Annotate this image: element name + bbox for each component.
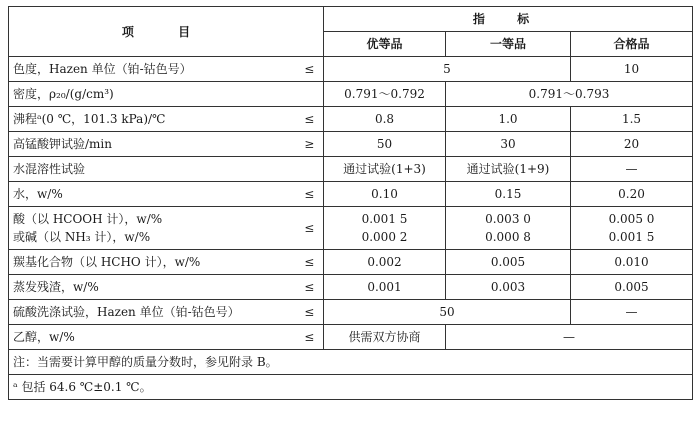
header-grade-qualified: 合格品 xyxy=(571,32,693,57)
row-item-label: 羰基化合物（以 HCHO 计），w/% xyxy=(9,250,296,275)
table-row xyxy=(9,132,693,157)
row-value-qualified: 10 xyxy=(571,57,693,82)
row-value-first: 1.0 xyxy=(446,107,571,132)
row-item-label: 密度，ρ₂₀/(g/cm³) xyxy=(9,82,324,107)
acid-value: 0.001 5 xyxy=(361,212,408,226)
row-value-merged: 50 xyxy=(324,300,571,325)
row-value-premium xyxy=(324,207,446,250)
note-row xyxy=(9,350,693,375)
row-value-qualified: — xyxy=(571,300,693,325)
row-item-label: 乙醇，w/% xyxy=(9,325,296,350)
row-value-first: 通过试验(1+9) xyxy=(446,157,571,182)
acid-value: 0.005 0 xyxy=(608,212,655,226)
base-value: 0.001 5 xyxy=(608,230,655,244)
row-operator: ≤ xyxy=(296,250,324,275)
table-row xyxy=(9,325,693,350)
row-item-label: 水混溶性试验 xyxy=(9,157,324,182)
row-value-qualified: 20 xyxy=(571,132,693,157)
header-item: 项 目 xyxy=(9,7,324,57)
base-value: 0.000 2 xyxy=(361,230,408,244)
table-row xyxy=(9,250,693,275)
row-value-first xyxy=(446,207,571,250)
row-item-label: 硫酸洗涤试验，Hazen 单位（铂-钴色号） xyxy=(9,300,296,325)
row-value-qualified: 0.20 xyxy=(571,182,693,207)
row-value-first: 0.005 xyxy=(446,250,571,275)
row-operator: ≤ xyxy=(296,325,324,350)
row-operator: ≤ xyxy=(296,182,324,207)
acid-label: 酸（以 HCOOH 计），w/% xyxy=(13,212,163,226)
header-grade-premium: 优等品 xyxy=(324,32,446,57)
row-value-first: 30 xyxy=(446,132,571,157)
table-row xyxy=(9,182,693,207)
row-item-label: 水，w/% xyxy=(9,182,296,207)
row-value-qualified: 1.5 xyxy=(571,107,693,132)
row-item-label: 沸程ᵃ(0 ℃，101.3 kPa)/℃ xyxy=(9,107,296,132)
row-operator: ≥ xyxy=(296,132,324,157)
row-item-label xyxy=(9,207,296,250)
table-row xyxy=(9,107,693,132)
row-value-qualified: — xyxy=(571,157,693,182)
table-row xyxy=(9,275,693,300)
row-value-premium: 0.10 xyxy=(324,182,446,207)
row-value-premium: 50 xyxy=(324,132,446,157)
row-value-premium: 0.001 xyxy=(324,275,446,300)
row-operator: ≤ xyxy=(296,57,324,82)
row-operator: ≤ xyxy=(296,207,324,250)
header-row-top xyxy=(9,7,693,32)
row-value-premium: 通过试验(1+3) xyxy=(324,157,446,182)
base-value: 0.000 8 xyxy=(485,230,531,244)
table-row-acid-base xyxy=(9,207,693,250)
row-value-premium: 供需双方协商 xyxy=(324,325,446,350)
header-indicator: 指 标 xyxy=(324,7,693,32)
row-value-first: 0.15 xyxy=(446,182,571,207)
row-value-qualified: 0.010 xyxy=(571,250,693,275)
row-value-merged: — xyxy=(446,325,693,350)
table-row xyxy=(9,82,693,107)
header-grade-first: 一等品 xyxy=(446,32,571,57)
row-value-premium: 0.002 xyxy=(324,250,446,275)
table-footnote: ᵃ 包括 64.6 ℃±0.1 ℃。 xyxy=(9,375,693,400)
row-operator: ≤ xyxy=(296,275,324,300)
row-value-premium: 0.791～0.792 xyxy=(324,82,446,107)
row-item-label: 高锰酸钾试验/min xyxy=(9,132,296,157)
footnote-row xyxy=(9,375,693,400)
row-value-qualified: 0.005 xyxy=(571,275,693,300)
table-row xyxy=(9,300,693,325)
row-operator: ≤ xyxy=(296,300,324,325)
row-item-label: 蒸发残渣，w/% xyxy=(9,275,296,300)
row-value-merged: 0.791～0.793 xyxy=(446,82,693,107)
row-value-merged: 5 xyxy=(324,57,571,82)
base-label: 或碱（以 NH₃ 计），w/% xyxy=(13,230,151,244)
acid-value: 0.003 0 xyxy=(485,212,531,226)
row-value-premium: 0.8 xyxy=(324,107,446,132)
table-row xyxy=(9,57,693,82)
row-value-first: 0.003 xyxy=(446,275,571,300)
table-row xyxy=(9,157,693,182)
row-value-qualified xyxy=(571,207,693,250)
row-operator: ≤ xyxy=(296,107,324,132)
row-item-label: 色度，Hazen 单位（铂-钴色号） xyxy=(9,57,296,82)
methanol-spec-table xyxy=(8,6,693,400)
table-note: 注：当需要计算甲醇的质量分数时，参见附录 B。 xyxy=(9,350,693,375)
